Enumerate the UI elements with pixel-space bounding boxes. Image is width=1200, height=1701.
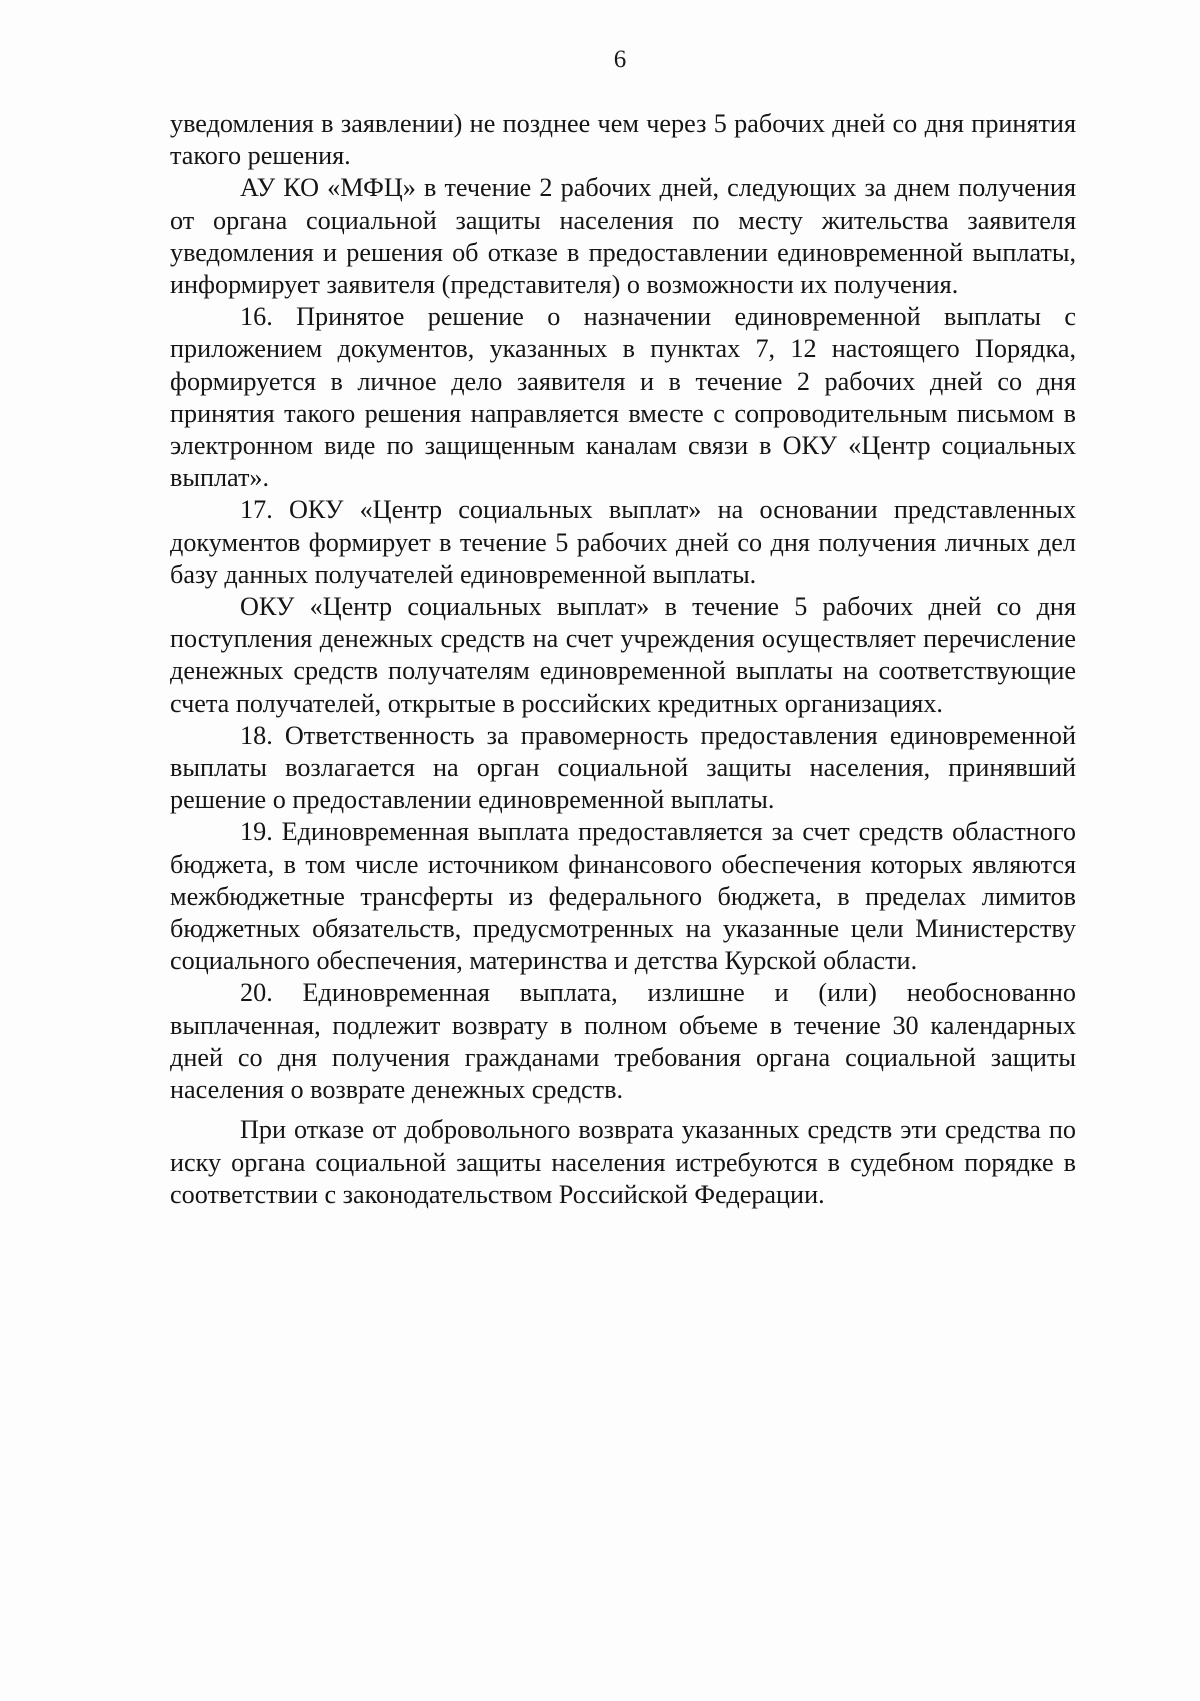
paragraph-continuation: уведомления в заявлении) не позднее чем через 5 рабочих дней со дня принятия такого решения. (170, 109, 1076, 171)
paragraph-mfc-notification: АУ КО «МФЦ» в течение 2 рабочих дней, следующих за днем получения от органа социальной защиты населения по месту жительства заявителя уведомления и решения об отказе в предоставлении единовременной выплаты, информирует заявителя (представителя) о возможности их получения. (170, 173, 1076, 300)
document-body (170, 108, 1076, 1211)
paragraph-17-transfer: ОКУ «Центр социальных выплат» в течение 5 рабочих дней со дня поступления денежных средств на счет учреждения осуществляет перечисление денежных средств получателям единовременной выплаты на соответствующие счета получателей, открытые в российских кредитных организациях. (170, 592, 1076, 718)
paragraph-17: 17. ОКУ «Центр социальных выплат» на основании представленных документов формирует в течение 5 рабочих дней со дня получения личных дел базу данных получателей единовременной выплаты. (170, 495, 1076, 589)
page-number: 6 (613, 46, 627, 73)
paragraph-18: 18. Ответственность за правомерность предоставления единовременной выплаты возлагается на орган социальной защиты населения, принявший решение о предоставлении единовременной выплаты. (170, 720, 1076, 815)
paragraph-19: 19. Единовременная выплата предоставляется за счет средств областного бюджета, в том числе источником финансового обеспечения которых являются межбюджетные трансферты из федерального бюджета, в пределах лимитов бюджетных обязательств, предусмотренных на указанные цели Министерству социального обеспечения, материнства и детства Курской области. (170, 817, 1076, 976)
paragraph-16: 16. Принятое решение о назначении единовременной выплаты с приложением документов, указанных в пунктах 7, 12 настоящего Порядка, формируется в личное дело заявителя и в течение 2 рабочих дней со дня принятия такого решения направляется вместе с сопроводительным письмом в электронном виде по защищенным каналам связи в ОКУ «Центр социальных выплат». (170, 302, 1076, 493)
paragraph-20-refusal: При отказе от добровольного возврата указанных средств эти средства по иску органа социальной защиты населения истребуются в судебном порядке в соответствии с законодательством Российской Федерации. (170, 1115, 1076, 1209)
paragraph-20: 20. Единовременная выплата, излишне и (или) необоснованно выплаченная, подлежит возврату в полном объеме в течение 30 календарных дней со дня получения гражданами требования органа социальной защиты населения о возврате денежных средств. (170, 978, 1076, 1105)
